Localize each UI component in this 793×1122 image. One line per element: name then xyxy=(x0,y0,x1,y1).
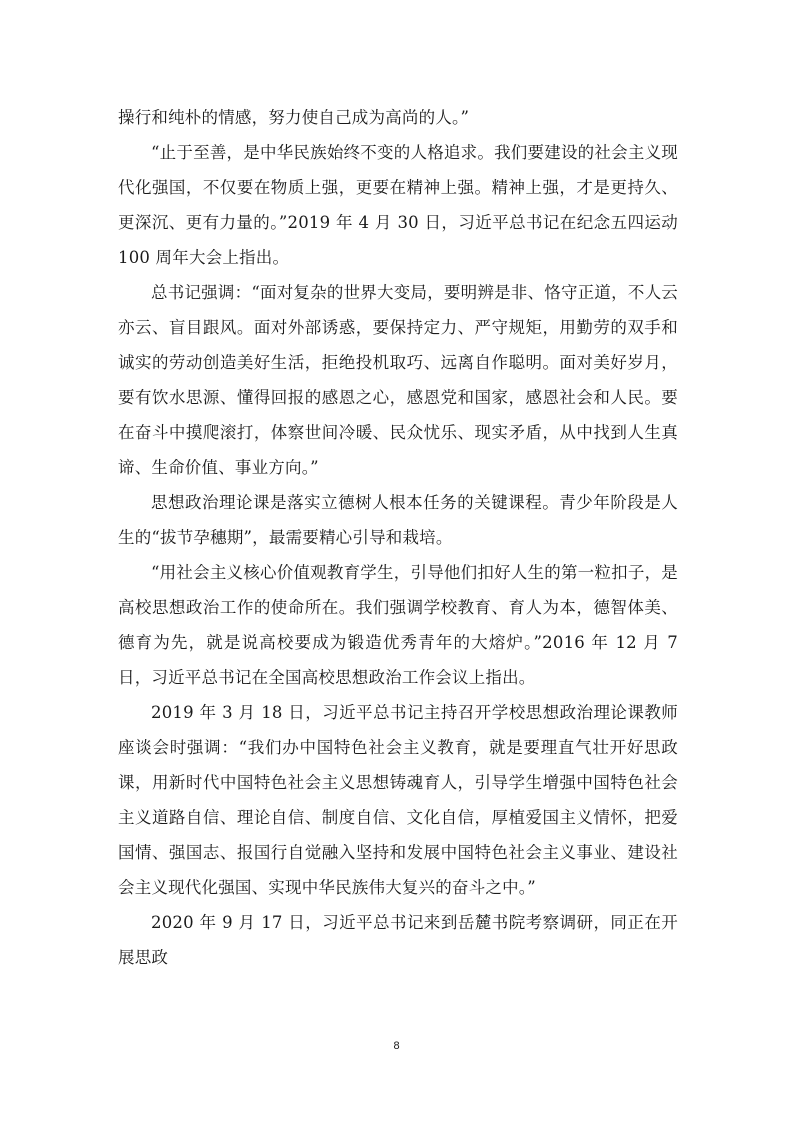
paragraph-ideological-course: 思想政治理论课是落实立德树人根本任务的关键课程。青少年阶段是人生的“拔节孕穗期”，最需要精心引导和栽培。 xyxy=(118,493,678,547)
paragraph-continuation: 操行和纯朴的情感，努力使自己成为高尚的人。” xyxy=(118,108,470,127)
paragraph-core-values: “用社会主义核心价值观教育学生，引导他们扣好人生的第一粒扣子，是高校思想政治工作的使命所在。我们强调学校教育、育人为本，德智体美、德育为先，就是说高校要成为锻造优秀青年的大熔炉。”2016 年 12 月 7 日，习近平总书记在全国高校思想政治工作会议上指出。 xyxy=(118,563,678,687)
paragraph-general-secretary-emphasis: 总书记强调：“面对复杂的世界大变局，要明辨是非、恪守正道，不人云亦云、盲目跟风。面对外部诱惑，要保持定力、严守规矩，用勤劳的双手和诚实的劳动创造美好生活，拒绝投机取巧、远离自作聪明。面对美好岁月，要有饮水思源、懂得回报的感恩之心，感恩党和国家，感恩社会和人民。要在奋斗中摸爬滚打，体察世间冷暖、民众忧乐、现实矛盾，从中找到人生真谛、生命价值、事业方向。” xyxy=(118,283,678,477)
paragraph-teacher-symposium: 2019 年 3 月 18 日，习近平总书记主持召开学校思想政治理论课教师座谈会时强调：“我们办中国特色社会主义教育，就是要理直气壮开好思政课，用新时代中国特色社会主义思想铸魂育人，引导学生增强中国特色社会主义道路自信、理论自信、制度自信、文化自信，厚植爱国主义情怀，把爱国情、强国志、报国行自觉融入坚持和发展中国特色社会主义事业、建设社会主义现代化强国、实现中华民族伟大复兴的奋斗之中。” xyxy=(118,703,678,897)
paragraph-yuelu-academy: 2020 年 9 月 17 日，习近平总书记来到岳麓书院考察调研，同正在开展思政 xyxy=(118,913,678,967)
paragraph-zhiyu-zhishan: “止于至善，是中华民族始终不变的人格追求。我们要建设的社会主义现代化强国，不仅要在物质上强，更要在精神上强。精神上强，才是更持久、更深沉、更有力量的。”2019 年 4 月 30 日，习近平总书记在纪念五四运动 100 周年大会上指出。 xyxy=(118,143,678,267)
body-text xyxy=(118,100,678,975)
page-number: 8 xyxy=(393,1040,400,1052)
